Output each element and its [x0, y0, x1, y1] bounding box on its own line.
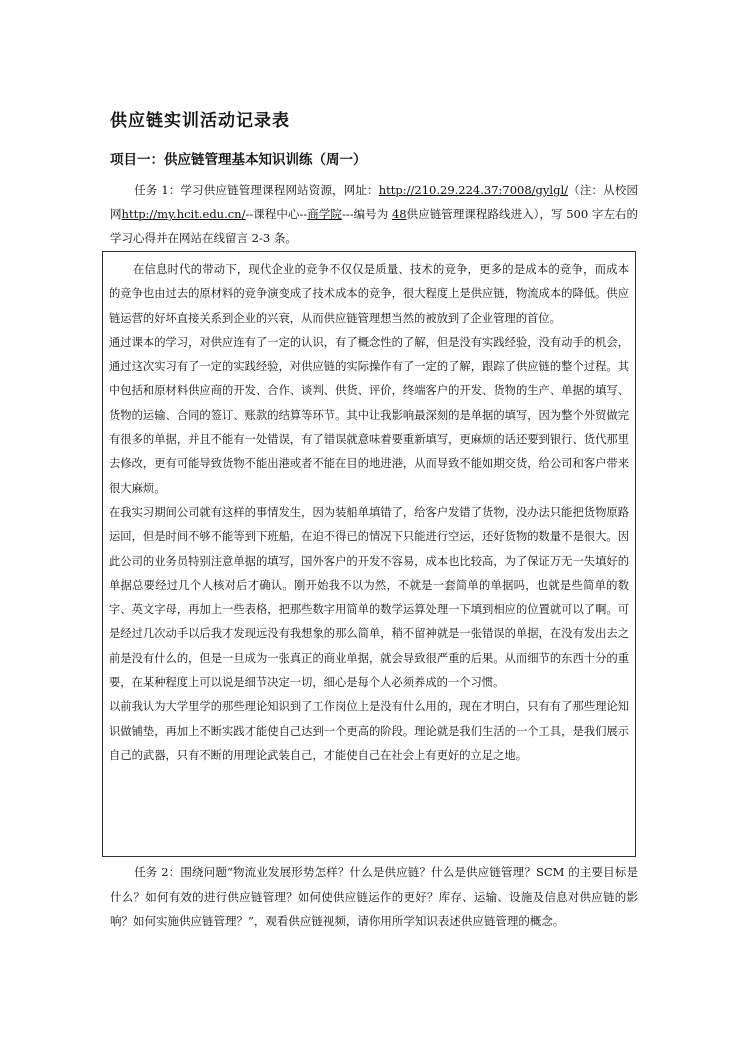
- section-title: 项目一：供应链管理基本知识训练（周一）: [110, 152, 367, 168]
- task-1-note-start: （注：从校园网: [110, 183, 638, 221]
- path-channel: --课程中心--: [245, 207, 308, 221]
- course-site-link[interactable]: http://210.29.224.37:7008/gylgl/: [378, 183, 568, 197]
- reflection-box: [102, 251, 636, 857]
- task-2-text: 任务 2：围绕问题“物流业发展形势怎样？什么是供应链？什么是供应链管理？SCM 的主要目标是什么？如何有效的进行供应链管理？如何使供应链运作的更好？库存、运输、设施及信息对供应链的影响？如何实施供应链管理？”，观看供应链视频，请你用所学知识表述供应链管理的概念。: [110, 865, 638, 928]
- path-number-prefix: ---编号为: [341, 207, 392, 221]
- campus-site-link[interactable]: http://my.hcit.edu.cn/: [121, 207, 246, 221]
- task-1-instructions: [110, 178, 638, 250]
- path-college: 商学院: [307, 207, 342, 221]
- path-number: 48: [391, 207, 407, 221]
- reflection-paragraph: 在信息时代的带动下，现代企业的竞争不仅仅是质量、技术的竞争，更多的是成本的竞争，而成本的竞争也由过去的原材料的竞争演变成了技术成本的竞争，很大程度上是供应链，物流成本的降低。供应链运营的好坏直接关系到企业的兴衰，从而供应链管理想当然的被放到了企业管理的首位。: [109, 263, 629, 325]
- reflection-paragraph: 通过课本的学习，对供应连有了一定的认识，有了概念性的了解，但是没有实践经验，没有动手的机会，通过这次实习有了一定的实践经验，对供应链的实际操作有了一定的了解，跟踪了供应链的整个过程。其中包括和原材料供应商的开发、合作、谈判、供货、评价，终端客户的开发、货物的生产、单据的填写、货物的运输、合同的签订、账款的结算等环节。其中让我影响最深刻的是单据的填写，因为整个外贸做完有很多的单据，并且不能有一处错误，有了错误就意味着要重新填写，更麻烦的话还要到银行、货代那里去修改，更有可能导致货物不能出港或者不能在目的地进港，从而导致不能如期交货，给公司和客户带来很大麻烦。: [109, 335, 629, 495]
- task-1-prefix: 任务 1：学习供应链管理课程网站资源，网址：: [134, 183, 379, 197]
- reflection-paragraph: 以前我认为大学里学的那些理论知识到了工作岗位上是没有什么用的，现在才明白，只有有了那些理论知识做铺垫，再加上不断实践才能使自己达到一个更高的阶段。理论就是我们生活的一个工具，是我们展示自己的武器，只有不断的用理论武装自己，才能使自己在社会上有更好的立足之地。: [109, 700, 629, 762]
- document-title: 供应链实训活动记录表: [110, 111, 290, 131]
- task-2-instructions: [110, 860, 638, 934]
- task-1-suffix: 供应链管理课程路线进入），写 500 字左右的学习心得并在网站在线留言 2-3 条。: [110, 207, 639, 245]
- reflection-paragraph: 在我实习期间公司就有这样的事情发生，因为装船单填错了，给客户发错了货物，没办法只能把货物原路运回，但是时间不够不能等到下班船，在迫不得已的情况下只能进行空运，还好货物的数量不是很大。因此公司的业务员特别注意单据的填写，国外客户的开发不容易，成本也比较高，为了保证万无一失填好的单据总要经过几个人核对后才确认。刚开始我不以为然，不就是一套简单的单据吗，也就是些简单的数字、英文字母，再加上一些表格，把那些数字用简单的数学运算处理一下填到相应的位置就可以了啊。可是经过几次动手以后我才发现远没有我想象的那么简单，稍不留神就是一张错误的单据，在没有发出去之前是没有什么的，但是一旦成为一张真正的商业单据，就会导致很严重的后果。从而细节的东西十分的重要，在某种程度上可以说是细节决定一切，细心是每个人必须养成的一个习惯。: [109, 505, 629, 690]
